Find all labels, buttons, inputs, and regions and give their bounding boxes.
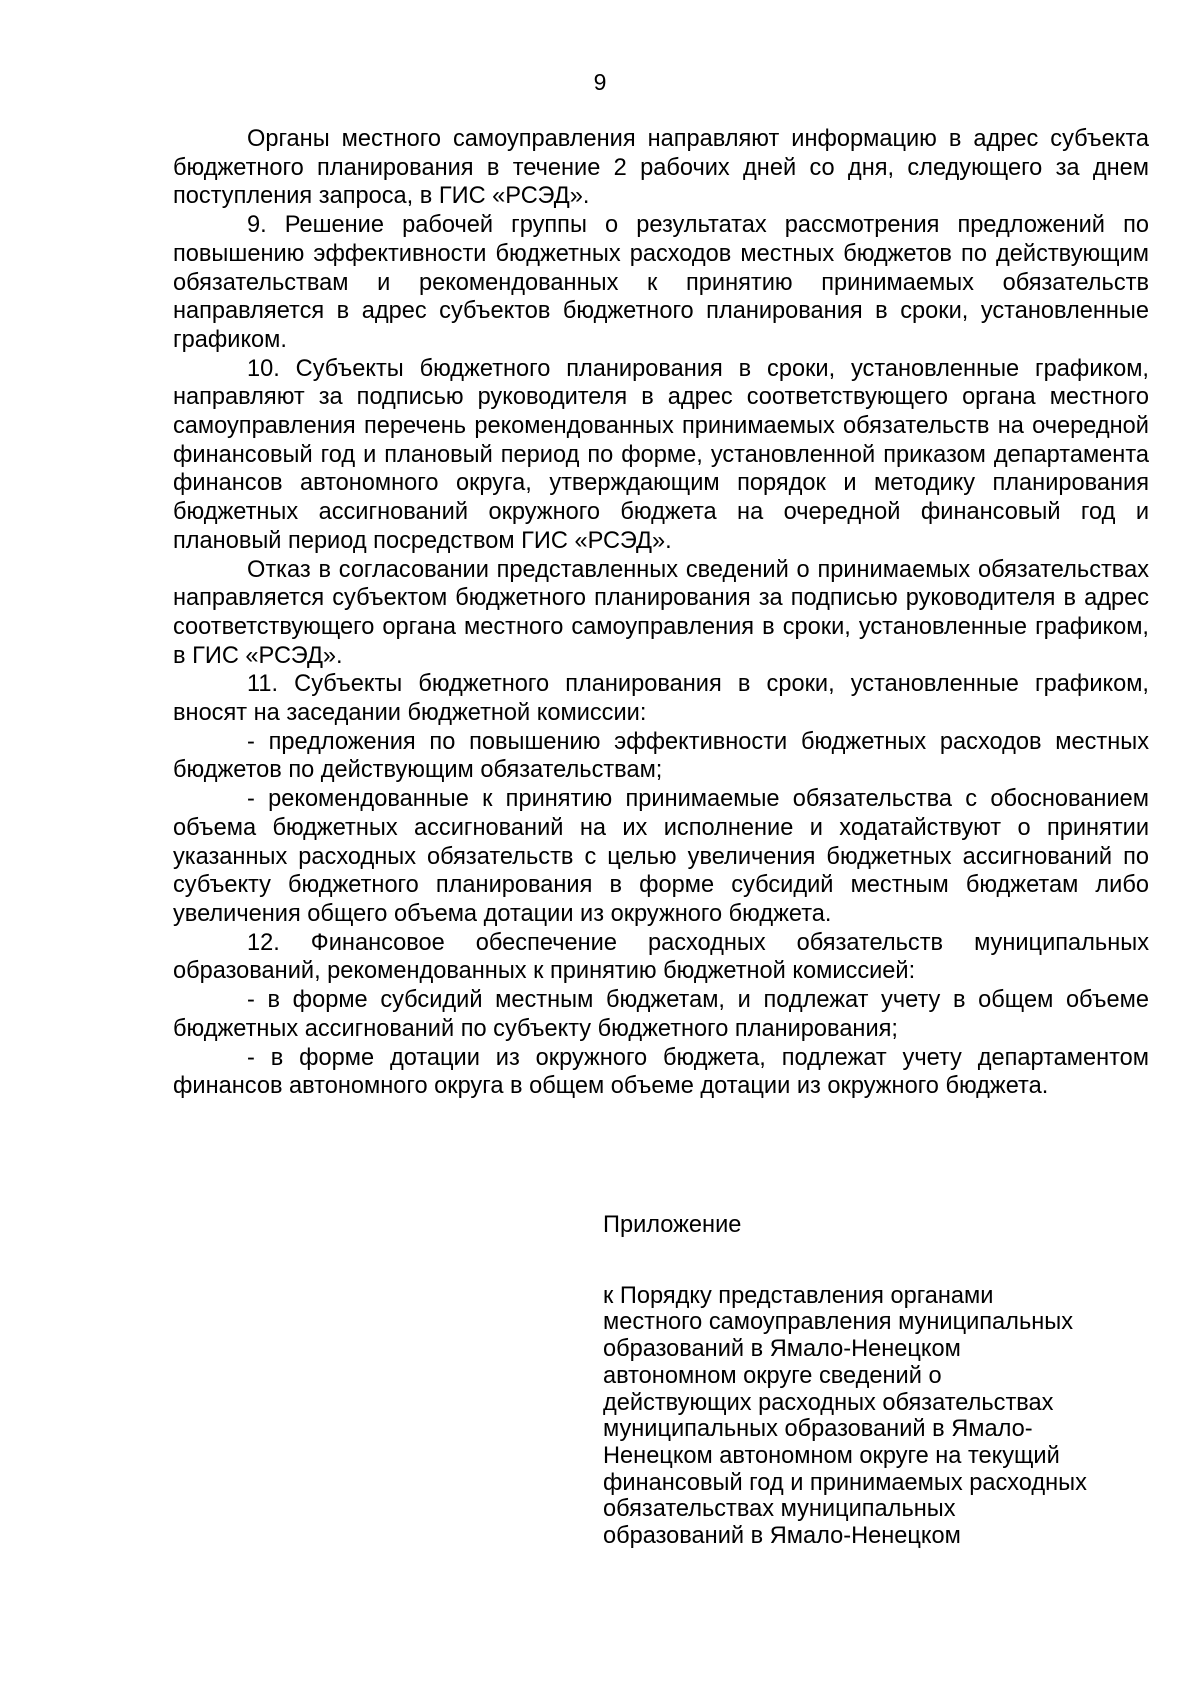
paragraph-info-deadline: Органы местного самоуправления направляют информацию в адрес субъекта бюджетного планирования в течение 2 рабочих дней со дня, следующего за днем поступления запроса, в ГИС «РСЭД». (173, 126, 1149, 210)
document-body (173, 125, 1149, 1101)
list-item-proposals: - предложения по повышению эффективности бюджетных расходов местных бюджетов по действующим обязательствам; (173, 728, 1149, 784)
list-item-subsidy-grant: - в форме дотации из окружного бюджета, подлежат учету департаментом финансов автономного округа в общем объеме дотации из окружного бюджета. (173, 1044, 1149, 1100)
page-number: 9 (593, 69, 607, 95)
appendix-description: к Порядку представления органами местного самоуправления муниципальных образований в Ямало-Ненецком автономном округе сведений о действующих расходных обязательствах муниципальных образований в Ямало- Ненецком автономном округе на текущий финансовый год и принимаемых расходных обязательствах муниципальных образований в Ямало-Ненецком (603, 1282, 1087, 1550)
paragraph-item-12: 12. Финансовое обеспечение расходных обязательств муниципальных образований, рекомендованных к принятию бюджетной комиссией: (173, 929, 1149, 985)
paragraph-item-10: 10. Субъекты бюджетного планирования в сроки, установленные графиком, направляют за подписью руководителя в адрес соответствующего органа местного самоуправления перечень рекомендованных принимаемых обязательств на очередной финансовый год и плановый период по форме, установленной приказом департамента финансов автономного округа, утверждающим порядок и методику планирования бюджетных ассигнований окружного бюджета на очередной финансовый год и плановый период посредством ГИС «РСЭД». (173, 355, 1149, 554)
paragraph-item-9: 9. Решение рабочей группы о результатах рассмотрения предложений по повышению эффективности бюджетных расходов местных бюджетов по действующим обязательствам и рекомендованных к принятию принимаемых обязательств направляется в адрес субъектов бюджетного планирования в сроки, установленные графиком. (173, 212, 1149, 353)
paragraph-refusal: Отказ в согласовании представленных сведений о принимаемых обязательствах направляется субъектом бюджетного планирования за подписью руководителя в адрес соответствующего органа местного самоуправления в сроки, установленные графиком, в ГИС «РСЭД». (173, 556, 1149, 669)
list-item-recommended-obligations: - рекомендованные к принятию принимаемые обязательства с обоснованием объема бюджетных ассигнований на их исполнение и ходатайствуют о принятии указанных расходных обязательств с целью увеличения бюджетных ассигнований по субъекту бюджетного планирования в форме субсидий местным бюджетам либо увеличения общего объема дотации из окружного бюджета. (173, 786, 1149, 927)
list-item-subsidies: - в форме субсидий местным бюджетам, и подлежат учету в общем объеме бюджетных ассигнований по субъекту бюджетного планирования; (173, 987, 1149, 1042)
appendix-block (603, 1212, 1163, 1550)
paragraph-item-11: 11. Субъекты бюджетного планирования в сроки, установленные графиком, вносят на заседании бюджетной комиссии: (173, 671, 1149, 727)
appendix-title: Приложение (603, 1212, 742, 1238)
